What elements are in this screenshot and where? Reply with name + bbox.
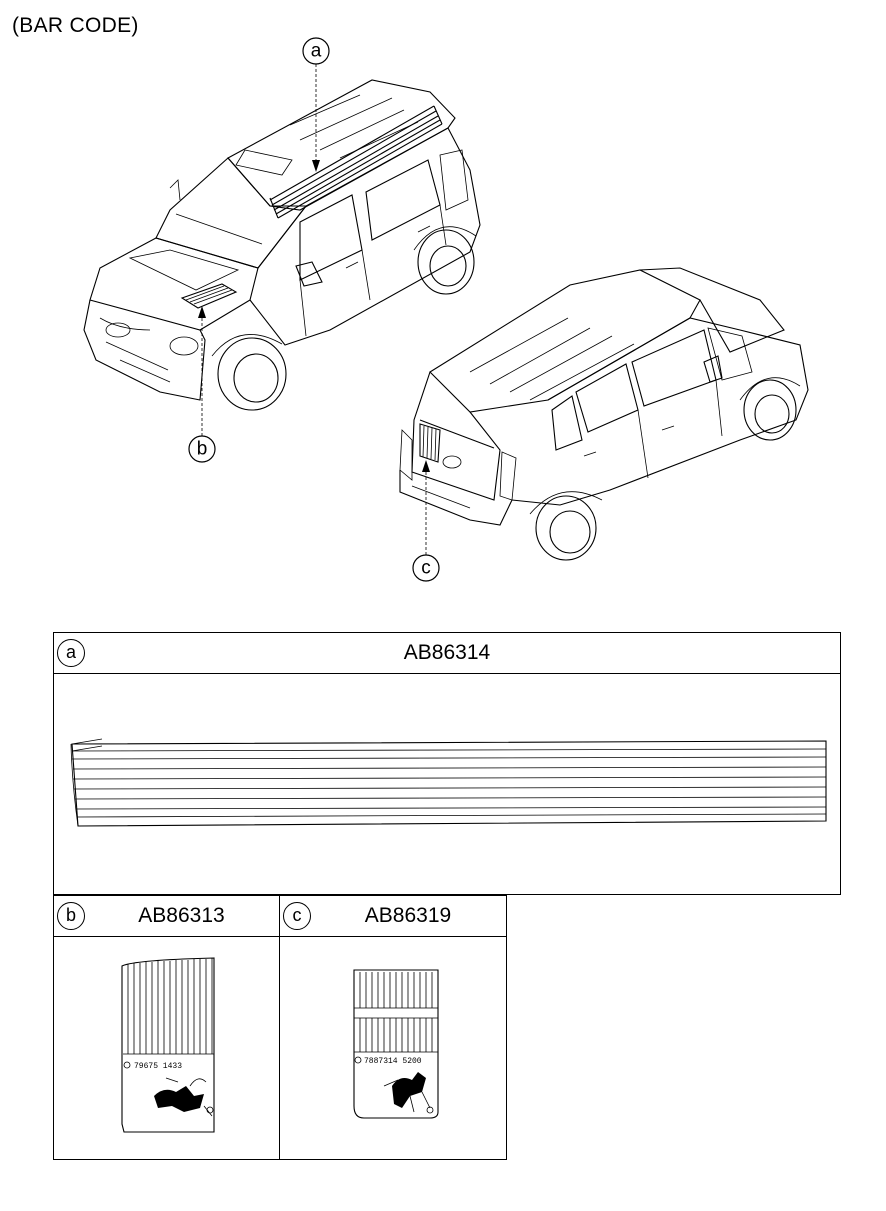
hood-barcode-decal <box>182 284 236 308</box>
panel-b-badge: b <box>57 902 85 930</box>
panel-b-header <box>54 896 279 937</box>
callout-c-letter: c <box>421 557 431 579</box>
rear-vehicle <box>400 268 808 560</box>
callout-b-letter: b <box>196 438 208 460</box>
panel-c <box>279 895 507 1160</box>
panel-c-part-code: AB86319 <box>364 904 452 927</box>
panel-a-part-code: AB86314 <box>403 641 491 664</box>
panel-c-badge: c <box>283 902 311 930</box>
front-vehicle <box>84 80 480 410</box>
hatch-barcode-part-drawing <box>280 936 506 1159</box>
panel-a-header <box>54 633 840 674</box>
callout-a-letter: a <box>310 40 322 62</box>
roof-stripe-part-drawing <box>54 673 840 894</box>
page-title: (BAR CODE) <box>12 14 139 37</box>
panel-c-barcode-number: 7887314 5200 <box>364 1057 422 1066</box>
panel-a-badge: a <box>57 639 85 667</box>
panel-c-header <box>280 896 506 937</box>
panel-b <box>53 895 280 1160</box>
panel-b-barcode-number: 79675 1433 <box>134 1062 183 1071</box>
hatch-barcode-decal <box>420 424 440 462</box>
callout-c <box>413 460 439 581</box>
panel-b-part-code: AB86313 <box>138 904 225 927</box>
hood-barcode-part-drawing <box>54 936 279 1159</box>
panel-a <box>53 632 841 895</box>
callout-b <box>189 306 215 462</box>
